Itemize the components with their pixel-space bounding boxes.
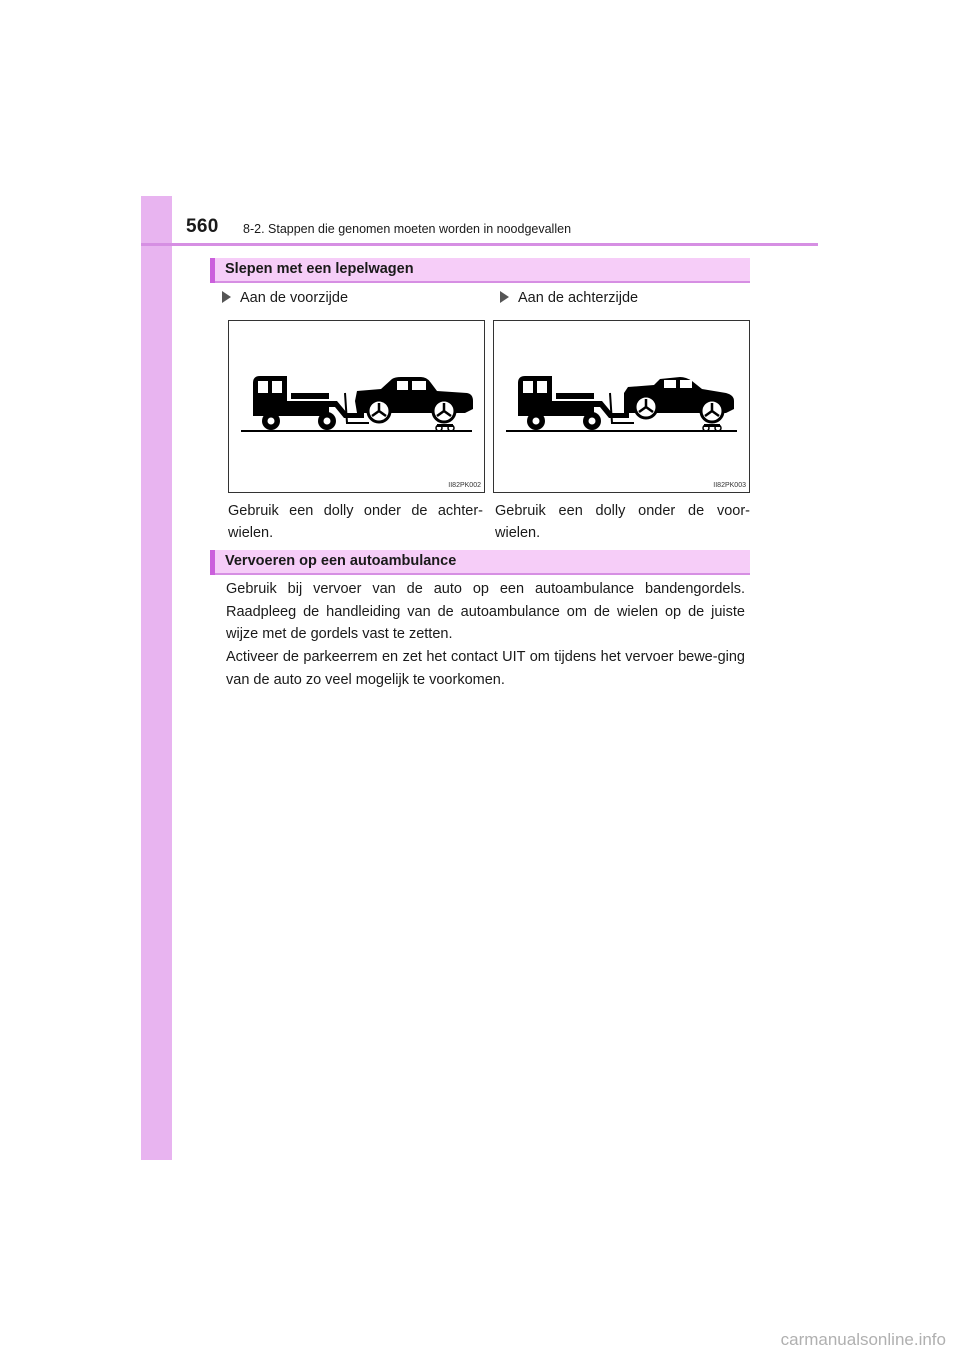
triangle-bullet-icon (500, 291, 509, 303)
illustration-front-towing (228, 320, 485, 493)
illustration-rear-towing (493, 320, 750, 493)
paragraph: Gebruik bij vervoer van de auto op een autoambulance bandengordels. Raadpleeg de handleiding van de autoambulance om de wielen op de juiste wijze met de gordels vast te zetten. (226, 581, 745, 642)
section-accent-bar (210, 258, 215, 283)
section-title: Vervoeren op een autoambulance (225, 553, 457, 569)
label-front (222, 290, 348, 306)
image-code: II82PK003 (713, 482, 746, 489)
caption-rear: Gebruik een dolly onder de voor-wielen. (495, 503, 750, 541)
image-code: II82PK002 (448, 482, 481, 489)
page-number: 560 (186, 216, 219, 237)
label-front-text: Aan de voorzijde (240, 290, 349, 306)
side-band (141, 196, 172, 1160)
label-rear (500, 290, 638, 306)
triangle-bullet-icon (222, 291, 231, 303)
header-divider (141, 243, 818, 246)
section-accent-bar (210, 550, 215, 575)
label-rear-text: Aan de achterzijde (518, 290, 639, 306)
section-header-towing (210, 258, 750, 283)
tow-truck-rear-icon (494, 321, 749, 492)
chapter-title: 8-2. Stappen die genomen moeten worden in noodgevallen (243, 222, 572, 236)
caption-front: Gebruik een dolly onder de achter-wielen. (228, 503, 483, 541)
paragraph: Activeer de parkeerrem en zet het contact UIT om tijdens het vervoer bewe-ging van de auto zo veel mogelijk te voorkomen. (226, 649, 745, 688)
watermark: carmanualsonline.info (780, 1330, 946, 1349)
tow-truck-front-icon (229, 321, 484, 492)
section-header-car-transporter (210, 550, 750, 575)
section-title: Slepen met een lepelwagen (225, 261, 414, 277)
